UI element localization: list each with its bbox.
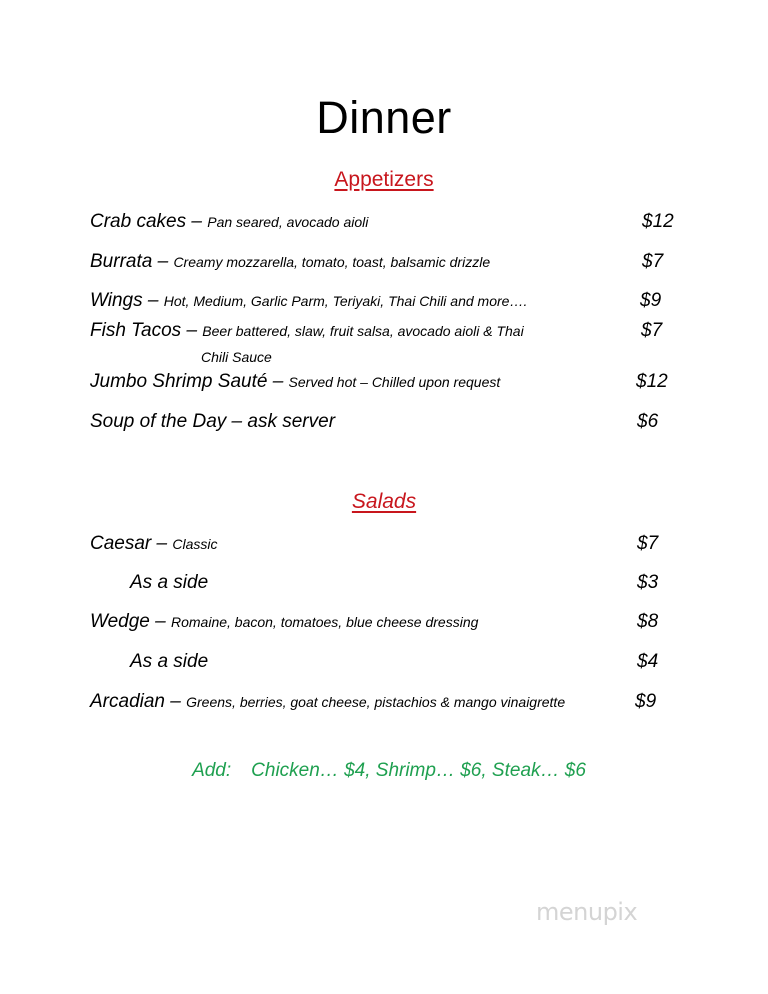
item-separator: – bbox=[142, 290, 164, 311]
item-name: Caesar bbox=[90, 533, 152, 554]
item-description: Creamy mozzarella, tomato, toast, balsamic drizzle bbox=[173, 254, 491, 270]
menu-item bbox=[0, 251, 768, 277]
menu-item bbox=[0, 290, 768, 316]
page-title: Dinner bbox=[316, 92, 452, 143]
item-price: $4 bbox=[637, 651, 659, 672]
item-description: Greens, berries, goat cheese, pistachios & mango vinaigrette bbox=[186, 694, 566, 710]
menu-item bbox=[0, 611, 768, 637]
item-name: Burrata bbox=[90, 251, 153, 272]
item-name: Arcadian bbox=[90, 691, 165, 712]
item-description: Romaine, bacon, tomatoes, blue cheese dressing bbox=[170, 614, 479, 630]
item-description: Classic bbox=[172, 536, 218, 552]
item-price: $6 bbox=[637, 411, 659, 432]
item-name: Crab cakes bbox=[90, 211, 187, 232]
item-price: $7 bbox=[637, 533, 659, 554]
menu-item bbox=[0, 371, 768, 397]
item-price: $3 bbox=[637, 572, 659, 593]
item-separator: – bbox=[151, 533, 173, 554]
item-name: Fish Tacos bbox=[90, 320, 182, 341]
addons-label: Add: bbox=[192, 760, 232, 781]
item-name: Soup of the Day – ask server bbox=[90, 411, 336, 432]
menu-item bbox=[0, 533, 768, 559]
item-description: Hot, Medium, Garlic Parm, Teriyaki, Thai Chili and more…. bbox=[163, 293, 528, 309]
item-price: $12 bbox=[642, 211, 674, 232]
item-price: $7 bbox=[641, 320, 663, 341]
item-description: Pan seared, avocado aioli bbox=[207, 214, 369, 230]
menu-item bbox=[0, 211, 768, 237]
item-separator: – bbox=[165, 691, 187, 712]
item-separator: – bbox=[152, 251, 174, 272]
menu-item bbox=[0, 572, 768, 598]
item-description-continued: Chili Sauce bbox=[201, 349, 272, 365]
item-price: $7 bbox=[642, 251, 664, 272]
item-separator: – bbox=[186, 211, 208, 232]
menu-item bbox=[0, 411, 768, 437]
appetizers-heading: Appetizers bbox=[334, 168, 434, 191]
item-separator: – bbox=[149, 611, 171, 632]
menu-item bbox=[0, 320, 768, 346]
item-name: As a side bbox=[130, 572, 209, 593]
item-price: $8 bbox=[637, 611, 659, 632]
item-name: Wings bbox=[90, 290, 143, 311]
item-name: As a side bbox=[130, 651, 209, 672]
item-separator: – bbox=[267, 371, 289, 392]
item-name: Wedge bbox=[90, 611, 150, 632]
item-name: Jumbo Shrimp Sauté bbox=[90, 371, 268, 392]
item-price: $9 bbox=[640, 290, 662, 311]
item-separator: – bbox=[181, 320, 203, 341]
item-price: $9 bbox=[635, 691, 657, 712]
addons-text: Chicken… $4, Shrimp… $6, Steak… $6 bbox=[251, 760, 586, 781]
salads-heading: Salads bbox=[351, 490, 417, 513]
item-description: Served hot – Chilled upon request bbox=[288, 374, 501, 390]
addons-line bbox=[0, 760, 768, 782]
item-price: $12 bbox=[636, 371, 668, 392]
menu-item bbox=[0, 691, 768, 717]
watermark-logo: menupix bbox=[536, 898, 638, 926]
menu-item bbox=[0, 651, 768, 677]
item-description: Beer battered, slaw, fruit salsa, avocado aioli & Thai bbox=[202, 323, 524, 339]
